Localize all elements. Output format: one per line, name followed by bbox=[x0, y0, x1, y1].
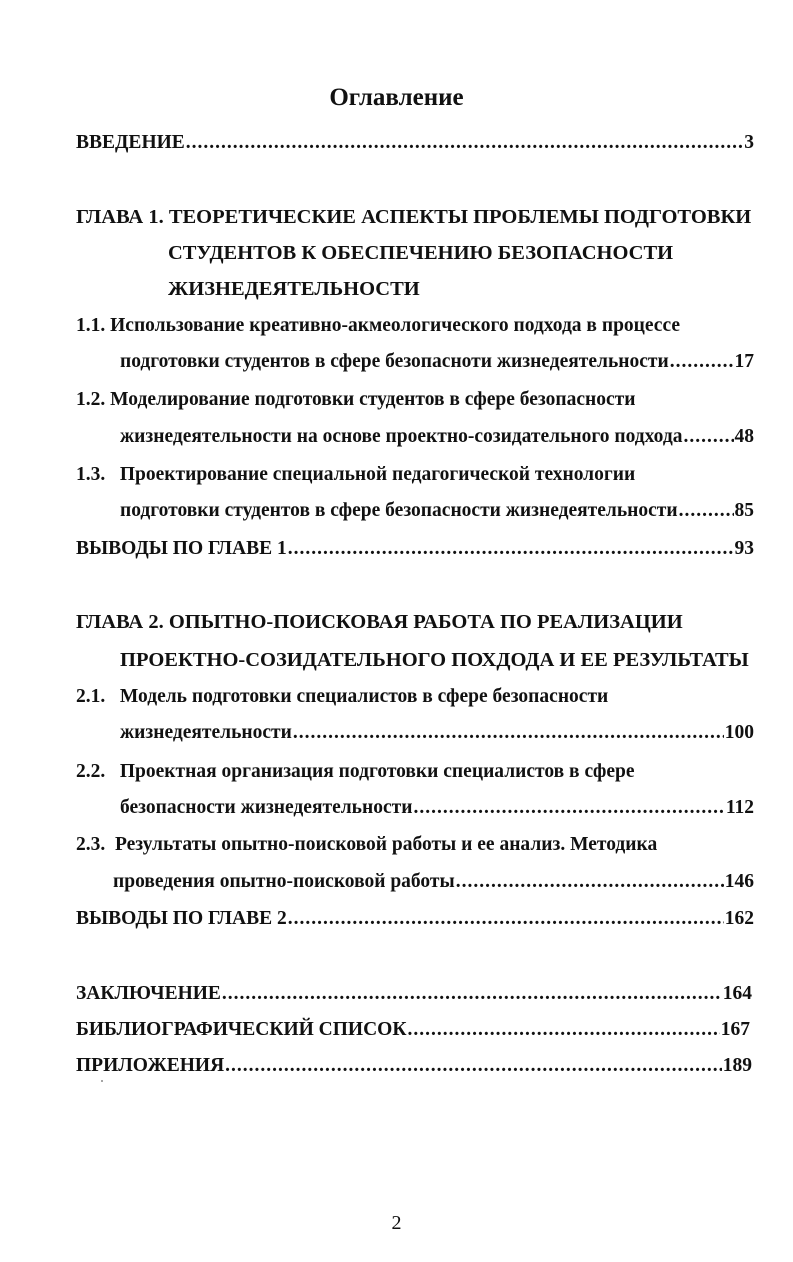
toc-entry-label: жизнедеятельности на основе проектно-созидательного подхода bbox=[120, 426, 683, 447]
toc-entry-page: 93 bbox=[734, 538, 754, 559]
page-number: 2 bbox=[391, 1212, 402, 1234]
toc-entry-page: 164 bbox=[722, 983, 752, 1004]
toc-entry-page: 167 bbox=[720, 1019, 750, 1040]
toc-entry-label: БИБЛИОГРАФИЧЕСКИЙ СПИСОК bbox=[76, 1019, 407, 1040]
section-1-1-line-1[interactable]: 1.1. Использование креативно-акмеологического подхода в процессе bbox=[76, 315, 681, 336]
chapter-1-heading-line-1[interactable]: ГЛАВА 1. ТЕОРЕТИЧЕСКИЕ АСПЕКТЫ ПРОБЛЕМЫ ПОДГОТОВКИ bbox=[76, 206, 752, 228]
toc-entry-label: ВЫВОДЫ ПО ГЛАВЕ 2 bbox=[76, 908, 287, 929]
leader-dots bbox=[407, 1017, 719, 1043]
toc-entry-section-1-3[interactable] bbox=[120, 498, 754, 524]
toc-entry-conclusions-1[interactable] bbox=[76, 536, 754, 562]
leader-dots bbox=[288, 536, 734, 562]
toc-entry-conclusion[interactable] bbox=[76, 981, 752, 1007]
toc-entry-label: проведения опытно-поисковой работы bbox=[113, 871, 455, 892]
toc-entry-page: 162 bbox=[724, 908, 754, 929]
toc-entry-label: ВВЕДЕНИЕ bbox=[76, 132, 185, 153]
toc-entry-page: 189 bbox=[722, 1055, 752, 1076]
toc-entry-section-2-1[interactable] bbox=[120, 720, 754, 746]
toc-entry-page: 48 bbox=[734, 426, 754, 447]
toc-entry-page: 3 bbox=[744, 132, 754, 153]
toc-entry-intro[interactable] bbox=[76, 130, 754, 156]
page-title: Оглавление bbox=[329, 84, 464, 111]
toc-entry-page: 112 bbox=[725, 797, 754, 818]
toc-entry-label: ВЫВОДЫ ПО ГЛАВЕ 1 bbox=[76, 538, 287, 559]
toc-entry-page: 17 bbox=[734, 351, 754, 372]
leader-dots bbox=[683, 424, 733, 450]
toc-entry-page: 100 bbox=[724, 722, 754, 743]
chapter-2-heading-line-2[interactable]: ПРОЕКТНО-СОЗИДАТЕЛЬНОГО ПОХДОДА И ЕЕ РЕЗУЛЬТАТЫ bbox=[120, 649, 749, 671]
toc-entry-bibliography[interactable] bbox=[76, 1017, 750, 1043]
section-2-3-line-1[interactable]: 2.3. Результаты опытно-поисковой работы и ее анализ. Методика bbox=[76, 834, 658, 855]
leader-dots bbox=[456, 869, 724, 895]
toc-entry-page: 85 bbox=[734, 500, 754, 521]
leader-dots bbox=[413, 795, 724, 821]
leader-dots bbox=[670, 349, 734, 375]
leader-dots bbox=[293, 720, 724, 746]
toc-entry-section-2-3[interactable] bbox=[113, 869, 754, 895]
leader-dots bbox=[222, 981, 722, 1007]
toc-entry-page: 146 bbox=[724, 871, 754, 892]
toc-entry-section-1-1[interactable] bbox=[120, 349, 754, 375]
section-2-1-line-1[interactable]: 2.1. Модель подготовки специалистов в сфере безопасности bbox=[76, 686, 609, 707]
chapter-1-heading-line-3[interactable]: ЖИЗНЕДЕЯТЕЛЬНОСТИ bbox=[168, 278, 420, 300]
section-2-2-line-1[interactable]: 2.2. Проектная организация подготовки специалистов в сфере bbox=[76, 761, 635, 782]
toc-entry-conclusions-2[interactable] bbox=[76, 906, 754, 932]
toc-entry-label: ЗАКЛЮЧЕНИЕ bbox=[76, 983, 221, 1004]
toc-entry-label: подготовки студентов в сфере безопасности жизнедеятельности bbox=[120, 500, 678, 521]
section-1-2-line-1[interactable]: 1.2. Моделирование подготовки студентов в сфере безопасности bbox=[76, 389, 636, 410]
leader-dots bbox=[679, 498, 734, 524]
toc-entry-label: ПРИЛОЖЕНИЯ bbox=[76, 1055, 225, 1076]
chapter-2-heading-line-1[interactable]: ГЛАВА 2. ОПЫТНО-ПОИСКОВАЯ РАБОТА ПО РЕАЛИЗАЦИИ bbox=[76, 611, 683, 633]
leader-dots bbox=[288, 906, 724, 932]
toc-entry-section-2-2[interactable] bbox=[120, 795, 754, 821]
toc-entry-section-1-2[interactable] bbox=[120, 424, 754, 450]
leader-dots bbox=[186, 130, 743, 156]
toc-entry-label: жизнедеятельности bbox=[120, 722, 292, 743]
leader-dots bbox=[225, 1053, 722, 1079]
toc-entry-label: безопасности жизнедеятельности bbox=[120, 797, 413, 818]
toc-entry-label: подготовки студентов в сфере безопасноти жизнедеятельности bbox=[120, 351, 669, 372]
toc-entry-appendices[interactable] bbox=[76, 1053, 752, 1079]
chapter-1-heading-line-2[interactable]: СТУДЕНТОВ К ОБЕСПЕЧЕНИЮ БЕЗОПАСНОСТИ bbox=[168, 242, 674, 264]
section-1-3-line-1[interactable]: 1.3. Проектирование специальной педагогической технологии bbox=[76, 464, 636, 485]
scan-speck bbox=[101, 1080, 103, 1082]
